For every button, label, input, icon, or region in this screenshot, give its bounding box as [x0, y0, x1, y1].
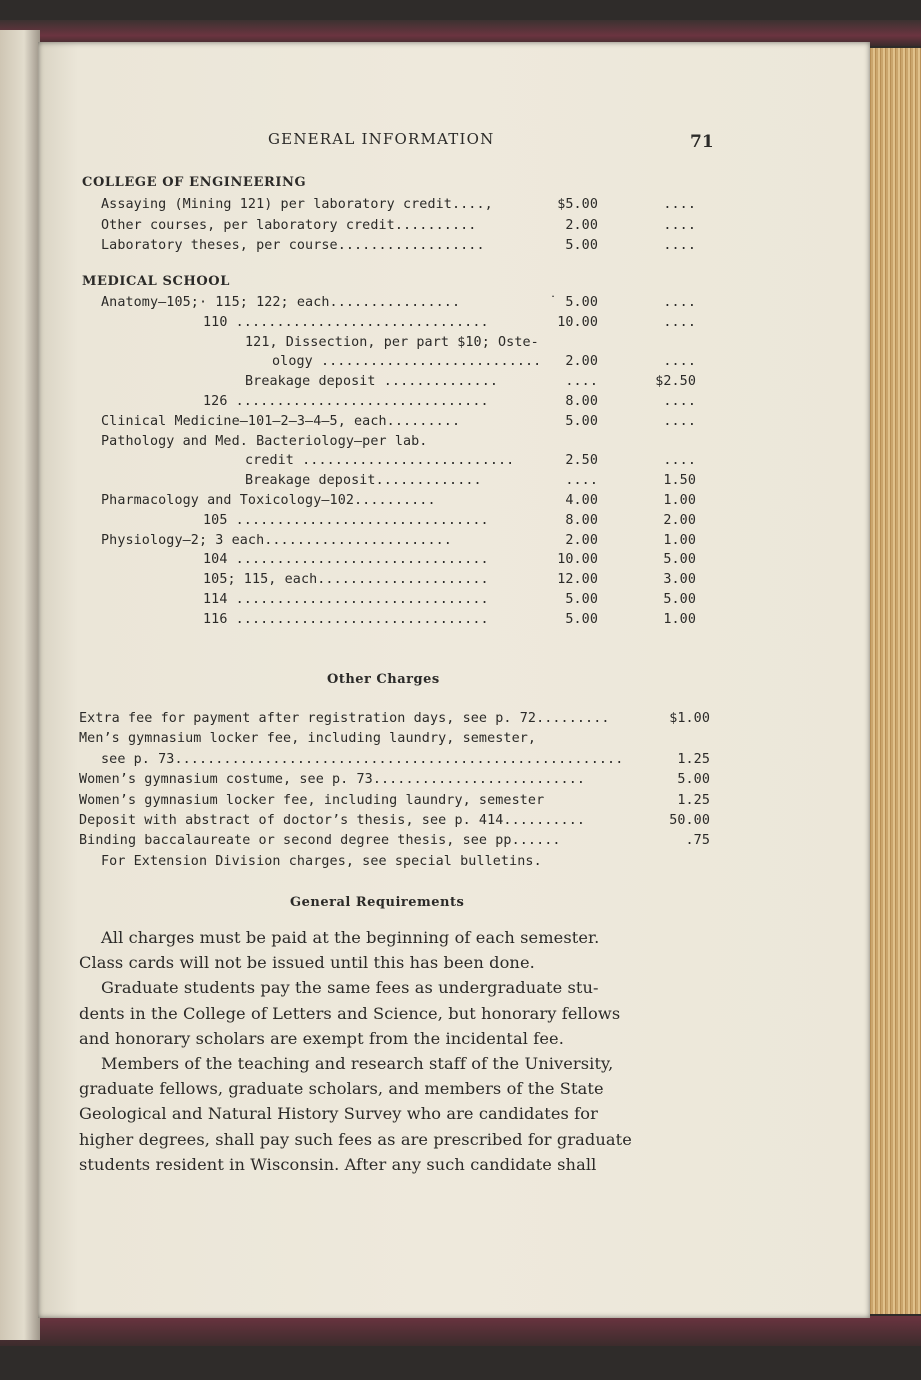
book-cover-bottom [0, 1316, 921, 1346]
fee-deposit: 3.00 [663, 572, 696, 588]
paragraph-line: higher degrees, shall pay such fees as are prescribed for graduate [79, 1129, 632, 1149]
fee-row-label: 126 ............................... [203, 394, 489, 409]
fee-row-label: Physiology—2; 3 each....................... [101, 532, 452, 548]
fee-row-label: credit .......................... [245, 453, 515, 469]
fee-row-label: Laboratory theses, per course.................. [101, 238, 485, 253]
running-header: GENERAL INFORMATION [268, 130, 495, 148]
fee-amount: 5.00 [565, 238, 598, 253]
page-number: 71 [690, 132, 714, 152]
paragraph-line: Class cards will not be issued until this has been done. [79, 953, 535, 973]
fee-deposit: .... [663, 413, 696, 429]
fee-amount: .... [565, 374, 598, 390]
section-title-engineering: COLLEGE OF ENGINEERING [82, 175, 307, 190]
fee-amount: .... [565, 473, 598, 489]
other-charges-heading: Other Charges [327, 672, 440, 687]
paragraph-line: Graduate students pay the same fees as undergraduate stu- [101, 978, 599, 998]
fee-row-label: 105 ............................... [203, 512, 489, 528]
fee-amount: ˙ 5.00 [549, 295, 598, 310]
fee-deposit: .... [663, 197, 696, 212]
charge-row-label: Women’s gymnasium costume, see p. 73.......................... [79, 772, 586, 788]
fee-amount: 4.00 [565, 493, 598, 508]
fee-amount: 5.00 [565, 592, 598, 607]
fee-amount: 5.00 [565, 413, 598, 429]
fee-deposit: $2.50 [655, 374, 696, 390]
fee-row-label: ology ........................... [272, 354, 542, 370]
charge-amount: 1.25 [677, 751, 710, 767]
paragraph-line: All charges must be paid at the beginning of each semester. [101, 928, 600, 947]
fee-amount: 10.00 [557, 552, 598, 568]
fee-deposit: 5.00 [663, 592, 696, 607]
fee-deposit: .... [663, 453, 696, 469]
fee-amount: 2.00 [565, 354, 598, 370]
fee-row-label: 116 ............................... [203, 611, 489, 627]
fee-deposit: .... [663, 314, 696, 330]
fee-deposit: 2.00 [663, 512, 696, 528]
fee-amount: $5.00 [557, 197, 598, 212]
fee-amount: 2.00 [565, 217, 598, 233]
charge-row-label: For Extension Division charges, see special bulletins. [101, 853, 542, 869]
paragraph-line: graduate fellows, graduate scholars, and members of the State [79, 1079, 604, 1099]
charge-row-label: Deposit with abstract of doctor’s thesis, see p. 414.......... [79, 813, 586, 828]
fee-row-label: Breakage deposit .............. [245, 374, 499, 390]
charge-row-label: Women’s gymnasium locker fee, including laundry, semester [79, 792, 545, 808]
charge-amount: 50.00 [669, 813, 710, 828]
fee-deposit: 1.00 [663, 493, 696, 508]
fee-deposit: 5.00 [663, 552, 696, 568]
charge-amount: 5.00 [677, 772, 710, 788]
fee-amount: 2.00 [565, 532, 598, 548]
fee-amount: 8.00 [565, 394, 598, 409]
fee-row-label: Assaying (Mining 121) per laboratory credit...., [101, 197, 493, 212]
fee-deposit: .... [663, 354, 696, 370]
page-stack-edge [866, 48, 921, 1314]
fee-deposit: 1.00 [663, 611, 696, 627]
fee-row-label: Pharmacology and Toxicology—102.......... [101, 493, 436, 508]
charge-row-label: Binding baccalaureate or second degree thesis, see pp...... [79, 833, 561, 849]
fee-deposit: .... [663, 217, 696, 233]
fee-deposit: .... [663, 238, 696, 253]
paragraph-line: dents in the College of Letters and Science, but honorary fellows [79, 1003, 621, 1023]
facing-page-edge [0, 30, 40, 1340]
section-title-medical: MEDICAL SCHOOL [82, 274, 230, 289]
fee-deposit: .... [663, 295, 696, 310]
paragraph-line: Geological and Natural History Survey who are candidates for [79, 1104, 598, 1124]
charge-amount: .75 [685, 833, 710, 849]
fee-amount: 12.00 [557, 572, 598, 588]
fee-row-label: Breakage deposit............. [245, 473, 482, 489]
fee-amount: 10.00 [557, 314, 598, 330]
fee-row-label: 114 ............................... [203, 592, 489, 607]
fee-deposit: .... [663, 394, 696, 409]
fee-deposit: 1.00 [663, 532, 696, 548]
paragraph-line: Members of the teaching and research staff of the University, [101, 1054, 614, 1073]
charge-amount: $1.00 [669, 711, 710, 726]
charge-row-label: Men’s gymnasium locker fee, including laundry, semester, [79, 731, 537, 747]
fee-amount: 8.00 [565, 512, 598, 528]
fee-row-label: 104 ............................... [203, 552, 489, 568]
fee-deposit: 1.50 [663, 473, 696, 489]
fee-row-label: Other courses, per laboratory credit.......... [101, 217, 477, 233]
charge-row-label: Extra fee for payment after registration days, see p. 72......... [79, 711, 610, 726]
fee-amount: 2.50 [565, 453, 598, 469]
book-page [38, 42, 870, 1318]
fee-row-label: Anatomy—105;· 115; 122; each................ [101, 295, 461, 310]
paragraph-line: and honorary scholars are exempt from the incidental fee. [79, 1028, 564, 1048]
paragraph-line: students resident in Wisconsin. After any such candidate shall [79, 1154, 597, 1174]
general-requirements-heading: General Requirements [290, 895, 465, 910]
fee-amount: 5.00 [565, 611, 598, 627]
fee-row-label: 121, Dissection, per part $10; Oste- [245, 334, 539, 350]
fee-row-label: Clinical Medicine—101–2–3–4–5, each......... [101, 413, 461, 429]
fee-row-label: 105; 115, each..................... [203, 572, 489, 588]
fee-row-label: 110 ............................... [203, 314, 489, 330]
charge-row-label: see p. 73....................................................... [101, 751, 624, 767]
charge-amount: 1.25 [677, 792, 710, 808]
fee-row-label: Pathology and Med. Bacteriology—per lab. [101, 433, 428, 449]
